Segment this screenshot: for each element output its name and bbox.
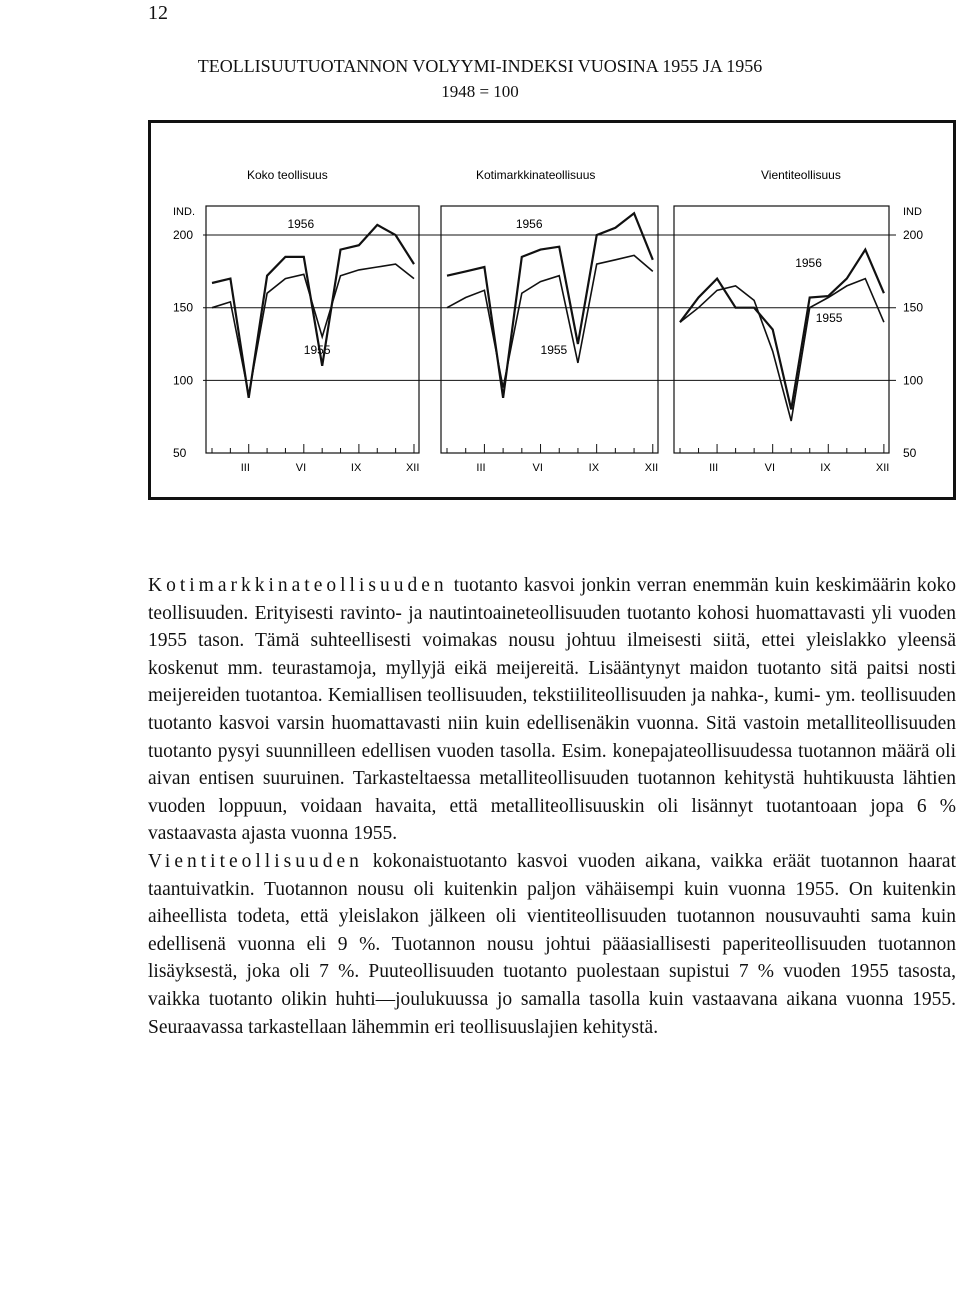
paragraph-domestic-lead: Kotimarkkinateollisuuden <box>148 575 448 596</box>
figure-subtitle: 1948 = 100 <box>441 82 519 101</box>
y-axis-label: IND. <box>173 206 195 218</box>
series-line-1955 <box>680 279 884 421</box>
paragraph-export-lead: Vientiteollisuuden <box>148 850 363 872</box>
series-label-1955: 1955 <box>540 343 568 358</box>
x-tick-label: XII <box>644 462 659 474</box>
series-label-1956: 1956 <box>287 216 315 231</box>
body-text <box>148 572 956 1041</box>
paragraph-export <box>148 848 956 1041</box>
y-tick-label-right: 100 <box>903 373 924 388</box>
series-line-1956 <box>447 213 653 397</box>
series-label-1955: 1955 <box>815 311 843 326</box>
panel-title: Koko teollisuus <box>247 168 328 182</box>
paragraph-domestic-text: tuotanto kasvoi jonkin verran enemmän kuin keskimäärin koko teollisuuden. Erityisesti ravinto- ja nautintoaineteollisuuden tuotanto kohosi huomattavasti yli vuoden 1955 tason. Tämä suhteellisesti voimakas nousu johtuu ilmeisesti siitä, ettei yleislakko yleensä koskenut mm. teurastamoja, myllyjä eikä meijereitä. Lisääntynyt maidon tuotanto sitä paitsi nosti meijereiden tuotantoa. Kemiallisen teollisuuden, tekstiiliteollisuuden ja nahka-, kumi- ym. teollisuuden tuotanto kasvoi varsin huomattavasti niin kuin edellisenäkin vuonna. Sitä vastoin metalliteollisuuden tuotanto pysyi suunnilleen edellisen vuoden tasolla. Esim. konepajateollisuudessa tuotannon määrä oli aivan entisen suuruinen. Tarkasteltaessa metalliteollisuuden tuotannon kehitystä huhtikuusta lähtien vuoden loppuun, voidaan havaita, että metalliteollisuuskin oli lisännyt tuotantoaan jopa 6 % vastaavasta ajasta vuonna 1955. <box>148 575 956 845</box>
y-tick-label-left: 150 <box>173 300 194 315</box>
index-chart-figure <box>148 120 956 500</box>
x-tick-label: IX <box>588 462 600 474</box>
paragraph-domestic <box>148 572 956 848</box>
x-tick-label: IX <box>350 462 362 474</box>
y-tick-label-right: 150 <box>903 300 924 315</box>
panel-frame <box>674 206 889 453</box>
figure-title: TEOLLISUUTUOTANNON VOLYYMI-INDEKSI VUOSINA 1955 JA 1956 <box>197 56 763 76</box>
panel-frame <box>441 206 658 453</box>
x-tick-label: XII <box>405 462 420 474</box>
y-tick-label-right: 200 <box>903 228 924 243</box>
x-tick-label: XII <box>875 462 890 474</box>
y-axis-label-right: IND <box>903 206 922 218</box>
series-line-1955 <box>447 255 653 387</box>
x-tick-label: III <box>476 462 486 474</box>
series-label-1956: 1956 <box>795 256 822 271</box>
x-tick-label: III <box>240 462 250 474</box>
series-label-1956: 1956 <box>515 216 543 231</box>
x-tick-label: III <box>709 462 719 474</box>
panel-title: Vientiteollisuus <box>761 168 841 182</box>
panel-title: Kotimarkkinateollisuus <box>476 168 596 182</box>
series-line-1955 <box>212 264 414 395</box>
paragraph-export-text: kokonaistuotanto kasvoi vuoden aikana, vaikka eräät tuotannon haarat taantuivatkin. Tuotannon nousu oli kuitenkin paljon vähäisempi kuin vuonna 1955. On kuitenkin aiheellista todeta, että yleislakon jälkeen oli vientiteollisuuden tuotannon nousuvauhti sama kuin edellisenä vuonna eli 9 %. Tuotannon nousu johtui pääasiallisesti paperiteollisuuden tuotannon lisäyksestä, joka oli 7 %. Puuteollisuuden tuotanto puolestaan supistui 7 % vuoden 1955 tasosta, vaikka tuotanto olikin huhti—joulukuussa jo samalla tasolla kuin vastaavana aikana vuonna 1955. Seuraavassa tarkastellaan lähemmin eri teollisuuslajien kehitystä. <box>148 850 956 1038</box>
page-number: 12 <box>148 2 168 24</box>
y-tick-label-right: 50 <box>903 446 917 460</box>
y-tick-label-left: 50 <box>173 446 187 460</box>
x-tick-label: IX <box>820 462 831 474</box>
series-line-1956 <box>212 225 414 398</box>
series-label-1955: 1955 <box>303 343 331 358</box>
y-tick-label-left: 200 <box>173 228 194 243</box>
index-chart <box>151 123 953 497</box>
x-tick-label: VI <box>295 462 307 474</box>
x-tick-label: VI <box>764 462 776 474</box>
y-tick-label-left: 100 <box>173 373 194 388</box>
x-tick-label: VI <box>532 462 543 474</box>
